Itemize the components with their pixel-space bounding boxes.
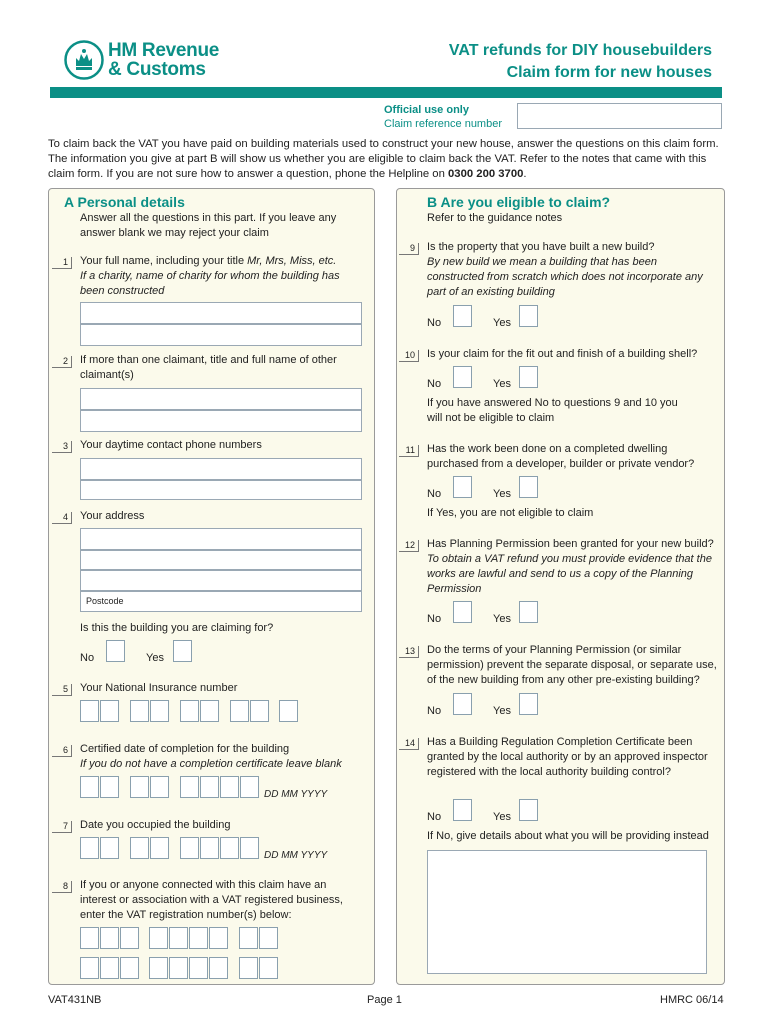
vat2-box-1[interactable]	[80, 957, 99, 979]
q9-yes-checkbox[interactable]	[519, 305, 538, 327]
vat2-box-9[interactable]	[259, 957, 278, 979]
completion-month-1[interactable]	[130, 776, 149, 798]
occupied-day-2[interactable]	[100, 837, 119, 859]
logo-line-1: HM Revenue	[108, 40, 220, 61]
building-yes-label: Yes	[146, 652, 164, 664]
q9-text	[427, 240, 712, 300]
occupied-month-1[interactable]	[130, 837, 149, 859]
hmrc-logo	[64, 40, 234, 80]
vat2-box-4[interactable]	[149, 957, 168, 979]
q10-text: Is your claim for the fit out and finish of a building shell?	[427, 348, 698, 360]
q4-text: Your address	[80, 510, 145, 522]
q12-text	[427, 537, 719, 597]
claim-reference-field[interactable]	[517, 103, 722, 129]
part-b-title: B Are you eligible to claim?	[427, 194, 611, 210]
q6-number: 6	[52, 745, 72, 757]
ni-box-6[interactable]	[200, 700, 219, 722]
q1-number: 1	[52, 257, 72, 269]
claim-reference-label: Claim reference number	[384, 118, 502, 130]
phone-field-2[interactable]	[80, 480, 362, 500]
completion-year-3[interactable]	[220, 776, 239, 798]
vat2-box-8[interactable]	[239, 957, 258, 979]
vat2-box-7[interactable]	[209, 957, 228, 979]
vat2-box-6[interactable]	[189, 957, 208, 979]
q9-no-checkbox[interactable]	[453, 305, 472, 327]
postcode-field[interactable]	[80, 591, 362, 612]
q2-text: If more than one claimant, title and full name of other claimant(s)	[80, 354, 337, 381]
other-claimant-field-2[interactable]	[80, 410, 362, 432]
building-question: Is this the building you are claiming for?	[80, 622, 274, 634]
q14-number: 14	[399, 738, 419, 750]
completion-year-4[interactable]	[240, 776, 259, 798]
q11-yes-label: Yes	[493, 488, 511, 500]
phone-field-1[interactable]	[80, 458, 362, 480]
address-field-1[interactable]	[80, 528, 362, 550]
q9-number: 9	[399, 243, 419, 255]
completion-month-2[interactable]	[150, 776, 169, 798]
occupied-year-2[interactable]	[200, 837, 219, 859]
q10-no-label: No	[427, 378, 442, 390]
q4-number: 4	[52, 512, 72, 524]
q9-yes-label: Yes	[493, 317, 511, 329]
vat1-box-5[interactable]	[169, 927, 188, 949]
q14-text: Has a Building Regulation Completion Certificate been granted by the local authority or by an approved inspector registered with the local authority building control?	[427, 736, 708, 778]
q1-titles: Mr, Mrs, Miss, etc.	[247, 255, 337, 267]
occupied-year-3[interactable]	[220, 837, 239, 859]
q6-date-format: DD MM YYYY	[264, 789, 328, 800]
ni-box-5[interactable]	[180, 700, 199, 722]
helpline-number: 0300 200 3700	[448, 168, 524, 180]
q12-number: 12	[399, 540, 419, 552]
q1-text	[80, 254, 365, 299]
building-no-checkbox[interactable]	[106, 640, 125, 662]
address-field-2[interactable]	[80, 550, 362, 570]
q13-number: 13	[399, 646, 419, 658]
vat1-box-2[interactable]	[100, 927, 119, 949]
q13-no-checkbox[interactable]	[453, 693, 472, 715]
crest-icon	[64, 40, 104, 80]
q11-no-checkbox[interactable]	[453, 476, 472, 498]
q8-text: If you or anyone connected with this claim have an interest or association with a VAT registered business, enter the VAT registration number(s) below:	[80, 879, 343, 921]
full-name-field-2[interactable]	[80, 324, 362, 346]
q10-number: 10	[399, 350, 419, 362]
form-code: VAT431NB	[48, 994, 102, 1006]
vat1-box-7[interactable]	[209, 927, 228, 949]
ni-box-8[interactable]	[250, 700, 269, 722]
q13-no-label: No	[427, 705, 442, 717]
vat1-box-4[interactable]	[149, 927, 168, 949]
q14-no-checkbox[interactable]	[453, 799, 472, 821]
official-use-heading: Official use only	[384, 104, 469, 116]
part-a-subtitle: Answer all the questions in this part. If you leave any answer blank we may reject your claim	[80, 212, 337, 239]
q9-label: Is the property that you have built a new build?	[427, 241, 655, 253]
completion-day-2[interactable]	[100, 776, 119, 798]
page-number: Page 1	[367, 994, 402, 1006]
q7-text: Date you occupied the building	[80, 819, 231, 831]
vat1-box-3[interactable]	[120, 927, 139, 949]
q5-number: 5	[52, 684, 72, 696]
q10-yes-checkbox[interactable]	[519, 366, 538, 388]
vat1-box-9[interactable]	[259, 927, 278, 949]
q13-yes-checkbox[interactable]	[519, 693, 538, 715]
form-revision: HMRC 06/14	[660, 994, 724, 1006]
q1-label: Your full name, including your title	[80, 255, 248, 267]
vat1-box-1[interactable]	[80, 927, 99, 949]
q11-text: Has the work been done on a completed dwelling purchased from a developer, builder or private vendor?	[427, 443, 695, 470]
intro-body: To claim back the VAT you have paid on building materials used to construct your new house, answer the questions on this claim form. The information you give at part B will show us whether you are eligible to claim back the VAT. Refer to the notes that came with this claim form. If you are not sure how to answer a question, phone the Helpline on	[48, 138, 719, 180]
vat2-box-3[interactable]	[120, 957, 139, 979]
ni-box-2[interactable]	[100, 700, 119, 722]
postcode-label: Postcode	[86, 596, 124, 606]
part-a-title: A Personal details	[64, 194, 185, 210]
vat1-box-6[interactable]	[189, 927, 208, 949]
q1-hint: If a charity, name of charity for whom the building has been constructed	[80, 270, 340, 297]
q6-hint: If you do not have a completion certificate leave blank	[80, 758, 342, 770]
completion-year-1[interactable]	[180, 776, 199, 798]
q10-yes-label: Yes	[493, 378, 511, 390]
occupied-month-2[interactable]	[150, 837, 169, 859]
q6-text	[80, 742, 365, 772]
title-line-2: Claim form for new houses	[506, 64, 712, 81]
q11-note: If Yes, you are not eligible to claim	[427, 507, 594, 519]
q7-date-format: DD MM YYYY	[264, 850, 328, 861]
completion-year-2[interactable]	[200, 776, 219, 798]
q10-note: If you have answered No to questions 9 and 10 you will not be eligible to claim	[427, 397, 678, 424]
occupied-day-1[interactable]	[80, 837, 99, 859]
q14-details-field[interactable]	[427, 850, 707, 974]
vat1-box-8[interactable]	[239, 927, 258, 949]
occupied-year-4[interactable]	[240, 837, 259, 859]
q9-hint: By new build we mean a building that has been constructed from scratch which does not incorporate any part of an existing building	[427, 256, 703, 298]
q11-yes-checkbox[interactable]	[519, 476, 538, 498]
q3-number: 3	[52, 441, 72, 453]
q3-text: Your daytime contact phone numbers	[80, 439, 262, 451]
ni-box-3[interactable]	[130, 700, 149, 722]
form-title	[312, 40, 712, 84]
q12-yes-checkbox[interactable]	[519, 601, 538, 623]
q13-text: Do the terms of your Planning Permission (or similar permission) prevent the separate disposal, or separate use, of the new building from any other pre-existing building?	[427, 644, 717, 686]
q5-text: Your National Insurance number	[80, 682, 238, 694]
q11-number: 11	[399, 445, 419, 457]
ni-box-9[interactable]	[279, 700, 298, 722]
q6-label: Certified date of completion for the building	[80, 743, 290, 755]
ni-box-4[interactable]	[150, 700, 169, 722]
q12-label: Has Planning Permission been granted for your new build?	[427, 538, 714, 550]
q14-note: If No, give details about what you will be providing instead	[427, 830, 709, 842]
q13-yes-label: Yes	[493, 705, 511, 717]
part-b-subtitle: Refer to the guidance notes	[427, 212, 563, 224]
building-no-label: No	[80, 652, 95, 664]
header-bar	[50, 87, 722, 98]
q8-number: 8	[52, 881, 72, 893]
address-field-3[interactable]	[80, 570, 362, 591]
q14-yes-label: Yes	[493, 811, 511, 823]
occupied-year-1[interactable]	[180, 837, 199, 859]
q7-number: 7	[52, 821, 72, 833]
full-name-field-1[interactable]	[80, 302, 362, 324]
q12-no-label: No	[427, 613, 442, 625]
q12-hint: To obtain a VAT refund you must provide evidence that the works are lawful and send to us a copy of the Planning Permission	[427, 553, 712, 595]
building-yes-checkbox[interactable]	[173, 640, 192, 662]
ni-box-1[interactable]	[80, 700, 99, 722]
q11-no-label: No	[427, 488, 442, 500]
title-line-1: VAT refunds for DIY housebuilders	[448, 42, 712, 59]
q2-number: 2	[52, 356, 72, 368]
other-claimant-field-1[interactable]	[80, 388, 362, 410]
q9-no-label: No	[427, 317, 442, 329]
q12-yes-label: Yes	[493, 613, 511, 625]
vat2-box-5[interactable]	[169, 957, 188, 979]
vat2-box-2[interactable]	[100, 957, 119, 979]
q14-no-label: No	[427, 811, 442, 823]
completion-day-1[interactable]	[80, 776, 99, 798]
q12-no-checkbox[interactable]	[453, 601, 472, 623]
ni-box-7[interactable]	[230, 700, 249, 722]
q14-yes-checkbox[interactable]	[519, 799, 538, 821]
q10-no-checkbox[interactable]	[453, 366, 472, 388]
intro-text	[48, 137, 723, 182]
logo-line-2: & Customs	[108, 59, 206, 80]
intro-end: .	[523, 168, 527, 180]
